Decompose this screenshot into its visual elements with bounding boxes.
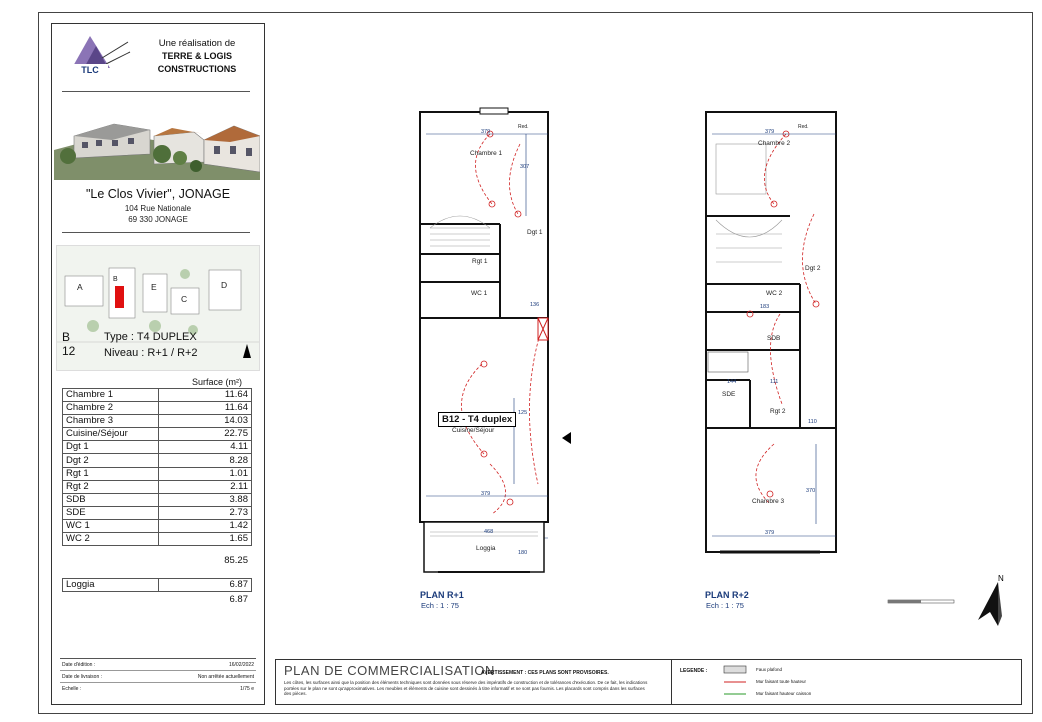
r2-dim-370: 370 <box>806 488 816 494</box>
r1-dim-bottom: 379 <box>481 491 491 497</box>
r2-room-chambre2: Chambre 2 <box>758 140 791 147</box>
date-delivery-value: Non arrêtée actuellement <box>197 674 254 680</box>
surface-room-value: 14.03 <box>159 415 252 428</box>
footer-notes: Les côtes, les surfaces ainsi que la position des éléments techniques sont données sous réserve des impératifs de construction et de tolérances d'exécution. De ce fait, les indications portées sur le plan ne sont qu'approximatives. Les meubles et éléments de cuisine sont dessinés à titre informatif et ne sont pas fournis. Les placards sont compris dans les surfaces des pièces. <box>284 680 648 696</box>
plan-r1-scale: Ech : 1 : 75 <box>421 601 459 610</box>
surface-header: Surface (m²) <box>192 377 243 387</box>
surface-room-name: Rgt 2 <box>63 480 159 493</box>
surface-room-value: 1.65 <box>159 533 252 546</box>
building-d-label: D <box>221 280 228 290</box>
r1-dim-125: 125 <box>518 410 528 416</box>
surface-room-value: 1.01 <box>159 467 252 480</box>
surface-row <box>63 493 252 506</box>
surface-room-name: Dgt 2 <box>63 454 159 467</box>
r2-room-wc2: WC 2 <box>766 290 783 297</box>
scale-row <box>60 683 256 694</box>
surface-row <box>63 480 252 493</box>
r2-red-label: Red. <box>798 124 809 130</box>
date-delivery-label: Date de livraison : <box>62 674 103 680</box>
tlc-logo <box>62 32 132 76</box>
r2-room-dgt2: Dgt 2 <box>805 265 821 272</box>
project-city: 69 330 JONAGE <box>128 215 188 224</box>
r1-room-wc1: WC 1 <box>471 290 488 297</box>
surface-room-value: 11.64 <box>159 402 252 415</box>
surface-room-name: Dgt 1 <box>63 441 159 454</box>
surface-room-name: Chambre 3 <box>63 415 159 428</box>
surface-room-value: 22.75 <box>159 428 252 441</box>
surface-room-value: 1.42 <box>159 519 252 532</box>
surface-room-value: 11.64 <box>159 389 252 402</box>
r2-room-rgt2: Rgt 2 <box>770 408 786 415</box>
plan-r1-drawing <box>400 104 560 594</box>
surface-room-name: Chambre 2 <box>63 402 159 415</box>
r2-room-sdb: SDB <box>767 335 781 342</box>
building-e-label: E <box>151 282 157 292</box>
surface-room-value: 4.11 <box>159 441 252 454</box>
pointer-arrow-icon <box>562 432 571 444</box>
plan-r2-title: PLAN R+2 <box>705 590 749 600</box>
lot-tag: B12 - T4 duplex <box>438 412 516 427</box>
surface-room-value: 3.88 <box>159 493 252 506</box>
surface-row <box>63 533 252 546</box>
surface-room-name: WC 2 <box>63 533 159 546</box>
legend-swatches <box>722 665 750 697</box>
surface-room-name: SDB <box>63 493 159 506</box>
building-b-label: B <box>113 276 118 283</box>
r2-dim-bottom: 379 <box>765 530 775 536</box>
plan-r2-scale: Ech : 1 : 75 <box>706 601 744 610</box>
brand-block <box>134 38 260 76</box>
r1-room-dgt1: Dgt 1 <box>527 229 543 236</box>
company-line1: TERRE & LOGIS <box>161 51 232 61</box>
scale-label: Echelle : <box>62 686 82 692</box>
building-a-label: A <box>77 282 83 292</box>
r1-dim-loggia: 468 <box>484 529 494 535</box>
surface-room-name: WC 1 <box>63 519 159 532</box>
surface-row <box>63 454 252 467</box>
legend-item-false-ceiling: Faux plafond <box>756 667 783 672</box>
building-c-label: C <box>181 294 188 304</box>
surface-room-value: 2.73 <box>159 506 252 519</box>
footer-separator <box>671 660 672 704</box>
surface-room-value: 8.28 <box>159 454 252 467</box>
divider <box>62 91 250 92</box>
footer-title: PLAN DE COMMERCIALISATION <box>284 663 495 678</box>
lot-code: B 12 <box>62 330 76 358</box>
annex-room-name: Loggia <box>63 579 159 592</box>
logo-text: TLC <box>81 65 99 75</box>
svg-text:N: N <box>998 574 1004 583</box>
lot-level: Niveau : R+1 / R+2 <box>104 347 198 359</box>
plan-r2-drawing <box>690 104 850 564</box>
plan-r1-title: PLAN R+1 <box>420 590 464 600</box>
surface-row <box>63 506 252 519</box>
r2-room-sde: SDE <box>722 391 736 398</box>
date-edition-label: Date d'édition : <box>62 662 96 668</box>
date-delivery-row <box>60 671 256 683</box>
info-panel <box>51 23 265 705</box>
r1-room-loggia: Loggia <box>476 545 496 552</box>
date-edition-row <box>60 659 256 671</box>
surface-total: 85.25 <box>224 555 248 566</box>
r1-red-label: Red. <box>518 124 529 130</box>
building-render <box>54 106 260 180</box>
scale-bar <box>886 597 958 607</box>
r1-room-chambre1: Chambre 1 <box>470 150 503 157</box>
r1-room-cuisine: Cuisine/Séjour <box>452 427 495 434</box>
north-arrow-icon <box>976 572 1008 628</box>
annex-total: 6.87 <box>229 594 248 605</box>
footer-warning: AVERTISSEMENT : CES PLANS SONT PROVISOIRES. <box>481 670 609 676</box>
company-line2: CONSTRUCTIONS <box>157 64 237 74</box>
annex-table <box>62 578 252 592</box>
surface-row <box>63 389 252 402</box>
surface-row <box>63 428 252 441</box>
legend-label: LEGENDE : <box>680 668 708 674</box>
scale-value: 1/75 e <box>240 686 254 692</box>
r1-dim-136: 136 <box>530 302 540 308</box>
date-edition-value: 16/02/2022 <box>228 662 254 668</box>
legend-item-box-wall: Mur faisant hauteur caisson <box>756 691 812 696</box>
r1-dim-307: 307 <box>520 164 530 170</box>
surface-table <box>62 388 252 546</box>
r2-dim-111: 111 <box>770 379 779 385</box>
surface-row <box>63 467 252 480</box>
r2-dim-144: 144 <box>727 379 737 385</box>
surface-room-name: SDE <box>63 506 159 519</box>
lot-type: Type : T4 DUPLEX <box>104 331 197 343</box>
r1-dim-180: 180 <box>518 550 528 556</box>
surface-row <box>63 402 252 415</box>
r1-dim-top: 379 <box>481 129 491 135</box>
annex-row <box>63 579 252 592</box>
project-street: 104 Rue Nationale <box>124 204 192 213</box>
divider <box>62 232 250 233</box>
surface-room-name: Cuisine/Séjour <box>63 428 159 441</box>
surface-room-name: Chambre 1 <box>63 389 159 402</box>
surface-room-name: Rgt 1 <box>63 467 159 480</box>
lot-highlight <box>115 286 124 308</box>
footer-cartouche <box>275 659 1022 705</box>
r2-dim-top: 379 <box>765 129 775 135</box>
annex-room-value: 6.87 <box>159 579 252 592</box>
r2-dim-110: 110 <box>808 419 817 425</box>
r1-room-rgt1: Rgt 1 <box>472 258 488 265</box>
surface-room-value: 2.11 <box>159 480 252 493</box>
r2-dim-183: 183 <box>760 304 770 310</box>
surface-row <box>63 441 252 454</box>
legend-item-full-wall: Mur faisant toute hauteur <box>756 679 807 684</box>
surface-row <box>63 415 252 428</box>
surface-row <box>63 519 252 532</box>
brand-tagline: Une réalisation de <box>158 38 236 49</box>
r2-room-chambre3: Chambre 3 <box>752 498 785 505</box>
dates-block <box>60 658 256 694</box>
project-name: "Le Clos Vivier", JONAGE <box>85 187 231 201</box>
